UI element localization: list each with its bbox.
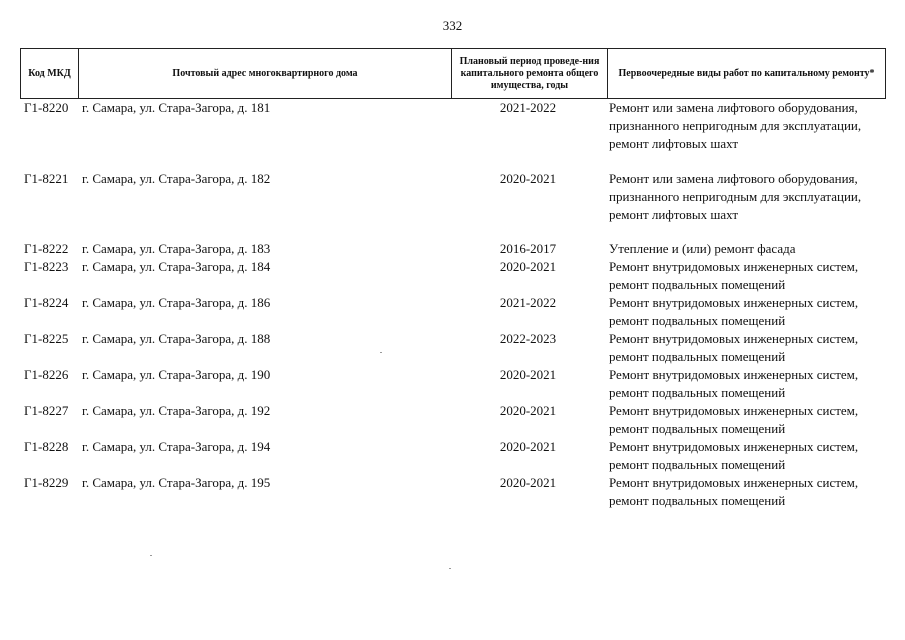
table-header (20, 48, 886, 99)
repair-work-line: ремонт подвальных помещений (609, 313, 786, 328)
repair-work-line: ремонт лифтовых шахт (609, 136, 739, 151)
postal-address: г. Самара, ул. Стара-Загора, д. 183 (82, 241, 271, 256)
repair-work-line: ремонт подвальных помещений (609, 385, 786, 400)
postal-address: г. Самара, ул. Стара-Загора, д. 194 (82, 439, 271, 454)
repair-works (609, 438, 886, 474)
repair-work-line: ремонт подвальных помещений (609, 457, 786, 472)
scan-speck (150, 555, 152, 556)
repair-works (609, 474, 886, 510)
postal-address: г. Самара, ул. Стара-Загора, д. 192 (82, 403, 271, 418)
postal-address: г. Самара, ул. Стара-Загора, д. 190 (82, 367, 271, 382)
repair-works (609, 170, 886, 224)
repair-work-line: Ремонт или замена лифтового оборудования, (609, 100, 858, 115)
header-code: Код МКД (21, 49, 79, 98)
scan-speck (380, 352, 382, 353)
repair-work-line: Ремонт внутридомовых инженерных систем, (609, 295, 859, 310)
repair-work-line: Утепление и (или) ремонт фасада (609, 241, 796, 256)
repair-work-line: Ремонт внутридомовых инженерных систем, (609, 403, 859, 418)
postal-address: г. Самара, ул. Стара-Загора, д. 181 (82, 100, 271, 115)
header-works: Первоочередные виды работ по капитальному ремонту* (618, 67, 875, 79)
repair-period: 2020-2021 (499, 475, 557, 490)
repair-work-line: Ремонт внутридомовых инженерных систем, (609, 259, 859, 274)
mkd-code: Г1-8220 (24, 100, 69, 115)
repair-period: 2020-2021 (499, 367, 557, 382)
repair-period: 2020-2021 (499, 259, 557, 274)
repair-works (609, 258, 886, 294)
mkd-code: Г1-8224 (24, 295, 69, 310)
repair-works (609, 240, 886, 258)
postal-address: г. Самара, ул. Стара-Загора, д. 188 (82, 331, 271, 346)
repair-works (609, 99, 886, 153)
scan-speck (449, 568, 451, 569)
mkd-code: Г1-8225 (24, 331, 69, 346)
header-address: Почтовый адрес многоквартирного дома (79, 49, 452, 98)
repair-work-line: Ремонт внутридомовых инженерных систем, (609, 367, 859, 382)
repair-period: 2021-2022 (499, 295, 557, 310)
repair-period: 2020-2021 (499, 403, 557, 418)
repair-work-line: ремонт подвальных помещений (609, 277, 786, 292)
postal-address: г. Самара, ул. Стара-Загора, д. 182 (82, 171, 271, 186)
mkd-code: Г1-8223 (24, 259, 69, 274)
repair-work-line: признанного непригодным для эксплуатации, (609, 118, 862, 133)
repair-work-line: Ремонт внутридомовых инженерных систем, (609, 439, 859, 454)
repair-work-line: ремонт подвальных помещений (609, 493, 786, 508)
repair-works (609, 366, 886, 402)
repair-work-line: ремонт подвальных помещений (609, 349, 786, 364)
page-number: 332 (442, 18, 463, 33)
repair-period: 2022-2023 (499, 331, 557, 346)
repair-period: 2021-2022 (499, 100, 557, 115)
repair-period: 2020-2021 (499, 439, 557, 454)
mkd-code: Г1-8229 (24, 475, 69, 490)
capital-repair-table (20, 48, 886, 508)
mkd-code: Г1-8226 (24, 367, 69, 382)
repair-work-line: Ремонт внутридомовых инженерных систем, (609, 475, 859, 490)
postal-address: г. Самара, ул. Стара-Загора, д. 186 (82, 295, 271, 310)
mkd-code: Г1-8228 (24, 439, 69, 454)
repair-works (609, 402, 886, 438)
repair-works (609, 330, 886, 366)
postal-address: г. Самара, ул. Стара-Загора, д. 184 (82, 259, 271, 274)
postal-address: г. Самара, ул. Стара-Загора, д. 195 (82, 475, 271, 490)
repair-works (609, 294, 886, 330)
repair-work-line: признанного непригодным для эксплуатации, (609, 189, 862, 204)
repair-period: 2020-2021 (499, 171, 557, 186)
mkd-code: Г1-8221 (24, 171, 69, 186)
repair-work-line: Ремонт внутридомовых инженерных систем, (609, 331, 859, 346)
repair-period: 2016-2017 (499, 241, 557, 256)
header-period: Плановый период проведе-ния капитального ремонта общего имущества, годы (452, 49, 608, 98)
repair-work-line: ремонт подвальных помещений (609, 421, 786, 436)
repair-work-line: Ремонт или замена лифтового оборудования, (609, 171, 858, 186)
repair-work-line: ремонт лифтовых шахт (609, 207, 739, 222)
mkd-code: Г1-8222 (24, 241, 69, 256)
mkd-code: Г1-8227 (24, 403, 69, 418)
